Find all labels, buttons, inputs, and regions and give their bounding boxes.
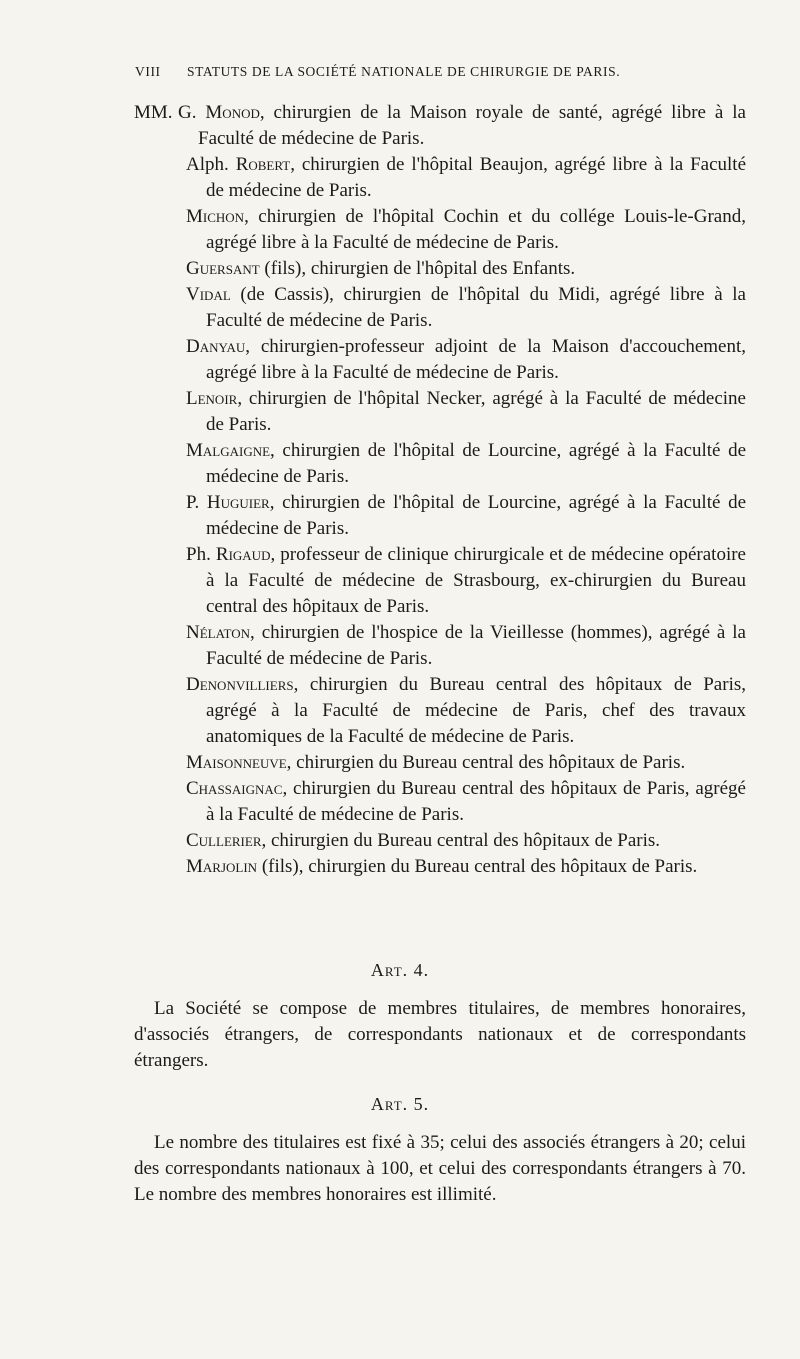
member-entry <box>186 282 746 334</box>
member-description: , chirurgien du Bureau central des hôpitaux de Paris, agrégé à la Faculté de médecine de Paris. <box>206 778 746 825</box>
member-entry <box>186 152 746 204</box>
member-entry <box>186 542 746 620</box>
member-entry <box>186 490 746 542</box>
article-4-heading: Art. 4. <box>370 960 430 980</box>
member-description: , chirurgien du Bureau central des hôpitaux de Paris. <box>261 830 661 851</box>
member-name: Vidal <box>186 284 231 305</box>
member-description: , chirurgien-professeur adjoint de la Maison d'accouchement, agrégé libre à la Faculté de médecine de Paris. <box>206 336 746 383</box>
member-description: , chirurgien de l'hôpital de Lourcine, agrégé à la Faculté de médecine de Paris. <box>206 440 746 487</box>
member-initial: Alph. <box>186 154 236 175</box>
member-description: , chirurgien de l'hôpital de Lourcine, agrégé à la Faculté de médecine de Paris. <box>206 492 747 539</box>
member-description: , professeur de clinique chirurgicale et de médecine opératoire à la Faculté de médecine de Strasbourg, ex-chirurgien du Bureau central des hôpitaux de Paris. <box>206 544 746 617</box>
article-4-body: La Société se compose de membres titulaires, de membres honoraires, d'associés étrangers, de correspondants nationaux et de correspondants étrangers. <box>134 998 746 1071</box>
member-entry <box>186 438 746 490</box>
member-entry <box>186 776 746 828</box>
running-head <box>135 64 745 80</box>
member-name: Rigaud <box>215 544 271 565</box>
member-entry <box>186 620 746 672</box>
member-description: , chirurgien du Bureau central des hôpitaux de Paris, agrégé à la Faculté de médecine de Paris, chef des travaux anatomiques de la Faculté de médecine de Paris. <box>206 674 746 747</box>
member-description: (fils), chirurgien du Bureau central des hôpitaux de Paris. <box>257 856 698 877</box>
member-entry <box>186 256 746 282</box>
member-description: , chirurgien de l'hôpital Necker, agrégé à la Faculté de médecine de Paris. <box>206 388 746 435</box>
member-entry <box>186 854 746 880</box>
member-name: Marjolin <box>186 856 258 877</box>
member-name: Huguier <box>206 492 270 513</box>
member-description: (fils), chirurgien de l'hôpital des Enfants. <box>259 258 576 279</box>
member-name: Danyau <box>186 336 246 357</box>
member-entry <box>186 828 746 854</box>
members-prefix: MM. <box>134 102 173 123</box>
member-name: Malgaigne <box>186 440 271 461</box>
article-5-heading: Art. 5. <box>370 1094 430 1114</box>
member-entry <box>186 750 746 776</box>
member-initial: P. <box>186 492 207 513</box>
member-name: Denonvilliers <box>186 674 294 695</box>
member-entry <box>186 672 746 750</box>
member-name: Monod <box>205 102 260 123</box>
member-entry <box>186 386 746 438</box>
member-initial: G. <box>178 102 206 123</box>
member-name: Guersant <box>186 258 260 279</box>
article-5-body: Le nombre des titulaires est fixé à 35; celui des associés étrangers à 20; celui des correspondants nationaux à 100, et celui des correspondants étrangers à 70. Le nombre des membres honoraires est illimité. <box>134 1132 746 1205</box>
member-initial: Ph. <box>186 544 216 565</box>
member-description: , chirurgien de la Maison royale de santé, agrégé libre à la Faculté de médecine de Paris. <box>198 102 746 149</box>
member-description: , chirurgien du Bureau central des hôpitaux de Paris. <box>286 752 686 773</box>
member-description: , chirurgien de l'hôpital Beaujon, agrégé libre à la Faculté de médecine de Paris. <box>206 154 746 201</box>
member-name: Robert <box>235 154 291 175</box>
member-entry <box>186 334 746 386</box>
member-description: , chirurgien de l'hospice de la Vieillesse (hommes), agrégé à la Faculté de médecine de Paris. <box>206 622 746 669</box>
member-name: Chassaignac <box>186 778 283 799</box>
member-name: Lenoir <box>186 388 238 409</box>
member-name: Nélaton <box>186 622 251 643</box>
member-name: Maisonneuve <box>186 752 287 773</box>
member-name: Michon <box>186 206 245 227</box>
member-name: Cullerier <box>186 830 262 851</box>
member-entry <box>186 204 746 256</box>
page-number: VIII <box>135 64 161 79</box>
running-title: STATUTS DE LA SOCIÉTÉ NATIONALE DE CHIRURGIE DE PARIS. <box>187 64 621 79</box>
member-description: , chirurgien de l'hôpital Cochin et du collége Louis-le-Grand, agrégé libre à la Faculté de médecine de Paris. <box>206 206 746 253</box>
member-entry <box>178 100 746 152</box>
member-list <box>134 100 746 880</box>
member-description: (de Cassis), chirurgien de l'hôpital du Midi, agrégé libre à la Faculté de médecine de Paris. <box>206 284 746 331</box>
